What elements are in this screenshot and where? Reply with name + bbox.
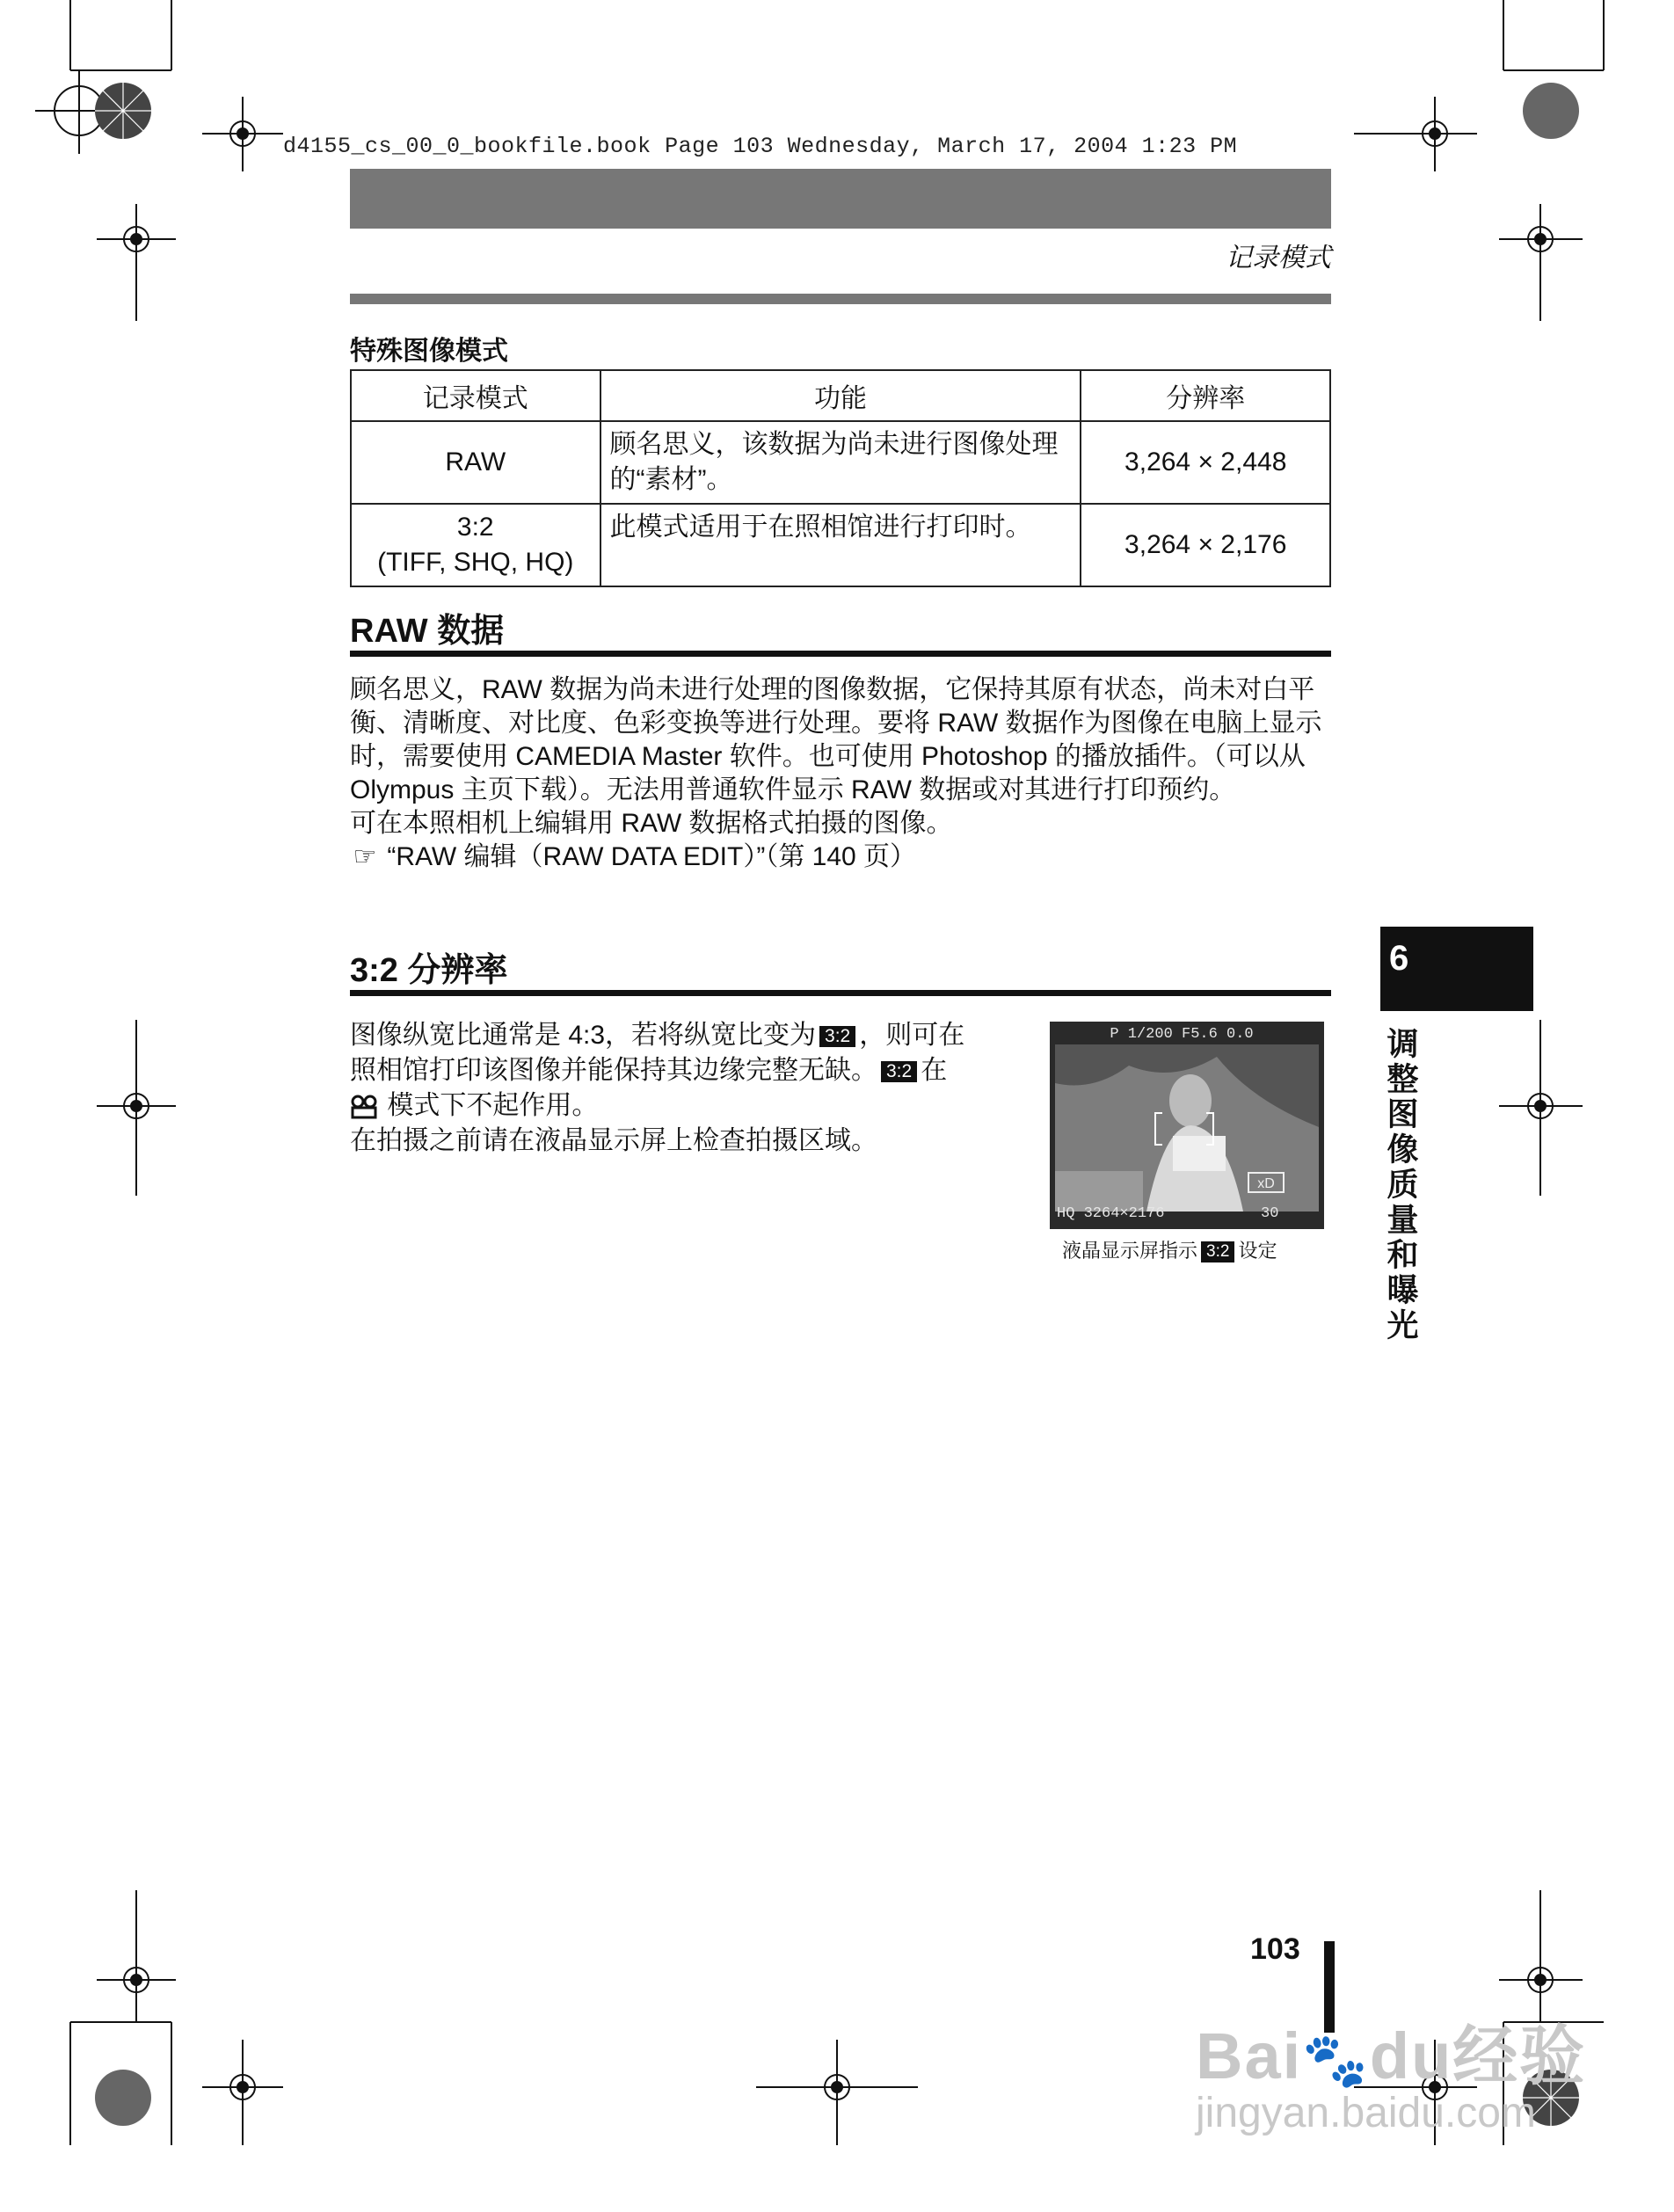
lcd-caption: 液晶显示屏指示 3:2 设定: [1062, 1240, 1277, 1262]
pointing-hand-icon: ☞: [353, 842, 377, 871]
section-rule: [350, 990, 1331, 996]
cell-mode: 3:2 (TIFF, SHQ, HQ): [351, 504, 600, 586]
ratio-line-3: 模式下不起作用。: [350, 1088, 1027, 1124]
lcd-bottom-readout: HQ 3264×2176: [1057, 1205, 1165, 1222]
lcd-shot-count: 30: [1261, 1205, 1279, 1222]
raw-paragraph-1: 顾名思义，RAW 数据为尚未进行处理的图像数据，它保持其原有状态，尚未对白平衡、清晰度、对比度、色彩变换等进行处理。要将 RAW 数据作为图像在电脑上显示时，需要使用 CAMEDIA Master 软件。也可使用 Photoshop 的播放插件。（可以从 Olympus 主页下载）。无法用普通软件显示 RAW 数据或对其进行打印预约。: [350, 675, 1322, 804]
raw-section-body: [350, 673, 1331, 874]
lcd-card-label: xD: [1257, 1176, 1275, 1191]
mode-table: [350, 369, 1331, 587]
running-head: 记录模式: [1226, 244, 1331, 273]
column-header: 分辨率: [1081, 370, 1330, 421]
chapter-number: 6: [1389, 939, 1409, 978]
ratio-line-1: 图像纵宽比通常是 4:3，若将纵宽比变为 3:2 ，则可在: [350, 1021, 965, 1050]
ratio-badge: 3:2: [1201, 1241, 1234, 1262]
ratio-badge: 3:2: [881, 1061, 917, 1082]
header-rule: [350, 294, 1331, 304]
cell-mode: RAW: [351, 421, 600, 504]
reference-link[interactable]: “RAW 编辑（RAW DATA EDIT）”（第 140 页）: [387, 842, 917, 871]
lcd-preview-image: [1050, 1022, 1324, 1229]
column-header: 功能: [600, 370, 1081, 421]
ratio-badge: 3:2: [819, 1026, 855, 1047]
watermark-logo: Bai🐾du经验: [1196, 2019, 1587, 2092]
cell-resolution: 3,264 × 2,448: [1081, 421, 1330, 504]
ratio-section-heading: 3:2 分辨率: [350, 952, 508, 989]
raw-section-heading: RAW 数据: [350, 613, 505, 650]
page-number: 103: [1250, 1932, 1300, 1966]
table-row: [351, 504, 1330, 586]
ratio-line-2: 照相馆打印该图像并能保持其边缘完整无缺。 3:2 在: [350, 1056, 948, 1085]
watermark-url: jingyan.baidu.com: [1196, 2090, 1536, 2136]
raw-paragraph-2: 可在本照相机上编辑用 RAW 数据格式拍摄的图像。: [350, 809, 953, 838]
lcd-top-readout: P 1/200 F5.6 0.0: [1110, 1026, 1254, 1043]
section-rule: [350, 651, 1331, 657]
cell-resolution: 3,264 × 2,176: [1081, 504, 1330, 586]
header-bar: [350, 169, 1331, 229]
ratio-section-body: [350, 1018, 1027, 1159]
ratio-line-4: 在拍摄之前请在液晶显示屏上检查拍摄区域。: [350, 1126, 877, 1155]
raw-reference: [350, 840, 1331, 874]
cell-function: 此模式适用于在照相馆进行打印时。: [600, 504, 1081, 586]
lcd-scene: [1050, 1022, 1324, 1229]
column-header: 记录模式: [351, 370, 600, 421]
table-row: [351, 421, 1330, 504]
printer-slug-line: d4155_cs_00_0_bookfile.book Page 103 Wednesday, March 17, 2004 1:23 PM: [283, 134, 1238, 159]
chapter-title: 调整图像质量和曝光: [1383, 1027, 1419, 1343]
movie-icon: [350, 1095, 380, 1119]
table-header-row: [351, 370, 1330, 421]
table-title: 特殊图像模式: [350, 337, 508, 366]
cell-function: 顾名思义，该数据为尚未进行图像处理的“素材”。: [600, 421, 1081, 504]
